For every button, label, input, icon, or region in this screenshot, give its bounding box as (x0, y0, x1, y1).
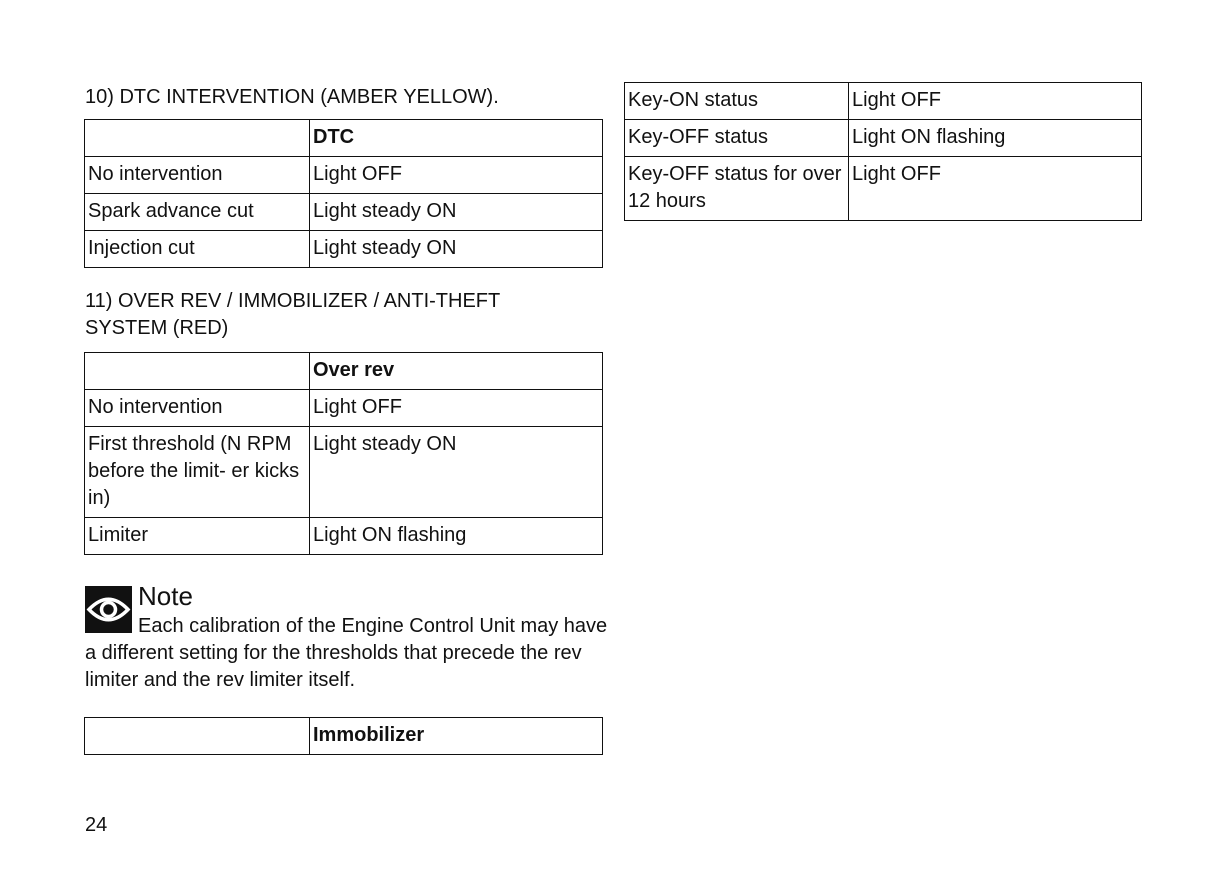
note-body: Each calibration of the Engine Control Unit may have a different setting for the thresholds that precede the rev limiter and the rev limiter itself. (85, 615, 608, 691)
table-cell: First threshold (N RPM before the limit- er kicks in) (85, 427, 310, 518)
table-cell: Light steady ON (310, 194, 603, 231)
section-11-heading-line2: SYSTEM (RED) (85, 317, 229, 339)
table-row (85, 194, 603, 231)
page-number: 24 (85, 814, 108, 836)
dtc-table (84, 119, 603, 268)
immobilizer-table-header (84, 717, 603, 755)
table-cell: Light steady ON (310, 231, 603, 268)
table-row (625, 157, 1142, 221)
table-cell: Light OFF (310, 390, 603, 427)
table-header-cell (85, 718, 310, 755)
table-header-row (85, 120, 603, 157)
table-cell: Light ON flashing (849, 120, 1142, 157)
table-cell: Light steady ON (310, 427, 603, 518)
section-10-heading: 10) DTC INTERVENTION (AMBER YELLOW). (85, 86, 499, 108)
table-cell: Spark advance cut (85, 194, 310, 231)
table-row (625, 120, 1142, 157)
table-header-cell: DTC (310, 120, 603, 157)
note-title: Note (138, 581, 193, 611)
table-header-row (85, 718, 603, 755)
table-row (85, 231, 603, 268)
table-row (85, 157, 603, 194)
table-row (85, 427, 603, 518)
table-cell: Light ON flashing (310, 518, 603, 555)
table-row (85, 390, 603, 427)
section-11-heading-line1: 11) OVER REV / IMMOBILIZER / ANTI-THEFT (85, 290, 501, 312)
table-header-row (85, 353, 603, 390)
table-cell: Light OFF (849, 83, 1142, 120)
table-header-cell: Immobilizer (310, 718, 603, 755)
over-rev-table (84, 352, 603, 555)
table-cell: Key-OFF status for over 12 hours (625, 157, 849, 221)
table-header-cell: Over rev (310, 353, 603, 390)
table-row (625, 83, 1142, 120)
table-cell: No intervention (85, 390, 310, 427)
table-header-cell (85, 353, 310, 390)
table-cell: No intervention (85, 157, 310, 194)
table-cell: Injection cut (85, 231, 310, 268)
table-cell: Key-ON status (625, 83, 849, 120)
table-header-cell (85, 120, 310, 157)
table-cell: Limiter (85, 518, 310, 555)
immobilizer-table (624, 82, 1142, 221)
table-cell: Light OFF (310, 157, 603, 194)
table-cell: Key-OFF status (625, 120, 849, 157)
table-row (85, 518, 603, 555)
table-cell: Light OFF (849, 157, 1142, 221)
